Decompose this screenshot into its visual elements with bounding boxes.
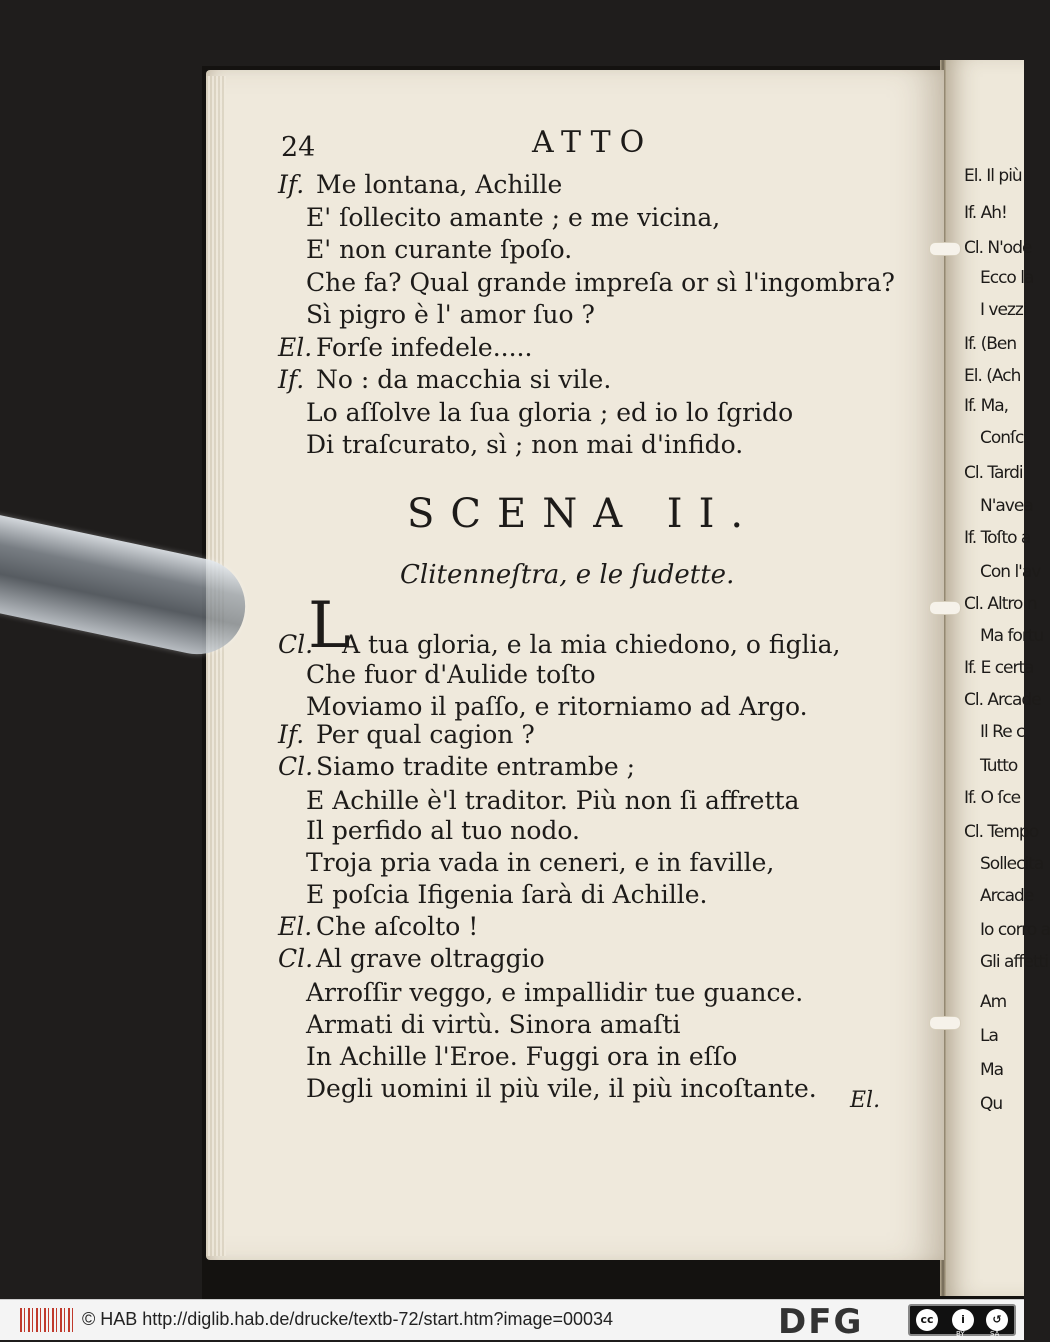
verse-line: E poſcia Ifigenia ſarà di Achille.: [306, 880, 708, 909]
sa-label: SA: [990, 1330, 1000, 1338]
right-page-line: Qu: [980, 1094, 1003, 1114]
verse-line: A tua gloria, e la mia chiedono, o figlia,: [342, 630, 841, 659]
verse-line: Forſe infedele.....: [316, 332, 533, 362]
running-header: ATTO: [532, 125, 654, 160]
speaker-label: Cl.: [278, 944, 314, 973]
page-number: 24: [281, 132, 316, 163]
right-page-line: Cl. Arcade: [964, 690, 1041, 710]
verse-line: No : da macchia si vile.: [316, 365, 612, 394]
verse-line: Il perfido al tuo nodo.: [306, 816, 580, 845]
verse-line: Degli uomini il più vile, il più incoſtante.: [306, 1074, 817, 1103]
right-page-line: Cl. Tardi: [964, 463, 1023, 483]
speaker-label: If.: [278, 365, 305, 394]
right-page-line: If. E certa: [964, 658, 1034, 678]
verse-line: Al grave oltraggio: [316, 944, 545, 973]
speaker-label: El.: [278, 912, 313, 941]
right-page-line: La: [980, 1026, 998, 1046]
verse-line: Sì pigro è l' amor ſuo ?: [306, 300, 595, 329]
right-page-line: N'avea: [980, 496, 1033, 516]
verse-line: Troja pria vada in ceneri, e in faville,: [306, 848, 775, 877]
right-page-line: Tutto: [980, 756, 1018, 776]
right-page-line: If. (Ben: [964, 334, 1017, 354]
attribution-icon: i: [952, 1309, 974, 1331]
drop-capital: L: [308, 589, 351, 663]
dfg-logo: DFG: [778, 1302, 864, 1342]
verse-line: Che fa? Qual grande impreſa or sì l'ingombra?: [306, 267, 895, 297]
cc-license-badge[interactable]: [908, 1304, 1016, 1336]
binding-stitch: [930, 602, 960, 614]
verse-line: Moviamo il paſſo, e ritorniamo ad Argo.: [306, 692, 808, 721]
right-page-line: If. Ma,: [964, 396, 1009, 416]
hab-logo-icon: [20, 1308, 74, 1332]
verse-line: Armati di virtù. Sinora amaſti: [306, 1010, 681, 1039]
right-page-line: Ecco la: [980, 268, 1034, 288]
page-edges: [206, 76, 226, 1256]
right-page-line: Sollecita: [980, 854, 1044, 874]
verse-line: Lo aſſolve la ſua gloria ; ed io lo ſgrido: [306, 397, 794, 427]
verse-line: E' non curante ſpoſo.: [306, 235, 573, 264]
verse-line: Me lontana, Achille: [316, 170, 563, 199]
cc-icon: cc: [916, 1309, 938, 1331]
right-page-line: Ma fortu: [980, 626, 1044, 646]
right-page-line: Io corro a: [980, 920, 1050, 940]
binding-stitch: [930, 1017, 960, 1029]
speaker-label: El.: [278, 332, 313, 362]
verse-line: Arroſſir veggo, e impallidir tue guance.: [306, 978, 804, 1007]
speaker-label: Cl.: [278, 630, 314, 659]
right-page-line: Il Re c: [980, 722, 1025, 742]
catchword: El.: [850, 1088, 881, 1113]
right-page-line: El. (Ach: [964, 366, 1021, 386]
right-page-line: Con l'av: [980, 562, 1041, 582]
speaker-label: If.: [278, 720, 305, 749]
verse-line: Per qual cagion ?: [316, 720, 535, 749]
verse-line: Siamo tradite entrambe ;: [316, 752, 636, 781]
copyright-link[interactable]: © HAB http://diglib.hab.de/drucke/textb-72/start.htm?image=00034: [82, 1309, 614, 1329]
right-page-line: Ma: [980, 1060, 1004, 1080]
right-page-line: El. Il più: [964, 166, 1022, 186]
by-label: BY: [956, 1330, 965, 1338]
right-page-line: If. Toſto a: [964, 528, 1031, 548]
speaker-label: If.: [278, 170, 305, 199]
right-page-line: Cl. Altro n: [964, 594, 1037, 614]
verse-line: E Achille è'l traditor. Più non ſi affretta: [306, 786, 800, 815]
right-page-line: I vezzi: [980, 300, 1027, 320]
speaker-label: Cl.: [278, 752, 314, 781]
verse-line: E' ſollecito amante ; e me vicina,: [306, 202, 721, 232]
scene-title: SCENA II.: [407, 491, 760, 537]
verse-line: In Achille l'Eroe. Fuggi ora in eſſo: [306, 1042, 738, 1071]
right-page-line: Am: [980, 992, 1007, 1012]
right-page-line: Cl. N'ode: [964, 238, 1032, 258]
footer-bar: [0, 1299, 1024, 1340]
right-page-line: If. Ah!: [964, 203, 1007, 223]
scene-subtitle: Clitenneſtra, e le ſudette.: [400, 560, 735, 590]
binding-stitch: [930, 243, 960, 255]
right-page-line: Arcade: [980, 886, 1034, 906]
right-page-line: If. O ſce: [964, 788, 1021, 808]
verse-line: Che aſcolto !: [316, 912, 479, 941]
right-page-line: Conſc: [980, 428, 1024, 448]
verse-line: Di traſcurato, sì ; non mai d'infido.: [306, 430, 744, 459]
right-page-line: Cl. Tempo: [964, 822, 1039, 842]
share-alike-icon: ↺: [986, 1309, 1008, 1331]
right-page-line: Gli affetti: [980, 952, 1048, 972]
verse-line: Che fuor d'Aulide toſto: [306, 660, 596, 689]
